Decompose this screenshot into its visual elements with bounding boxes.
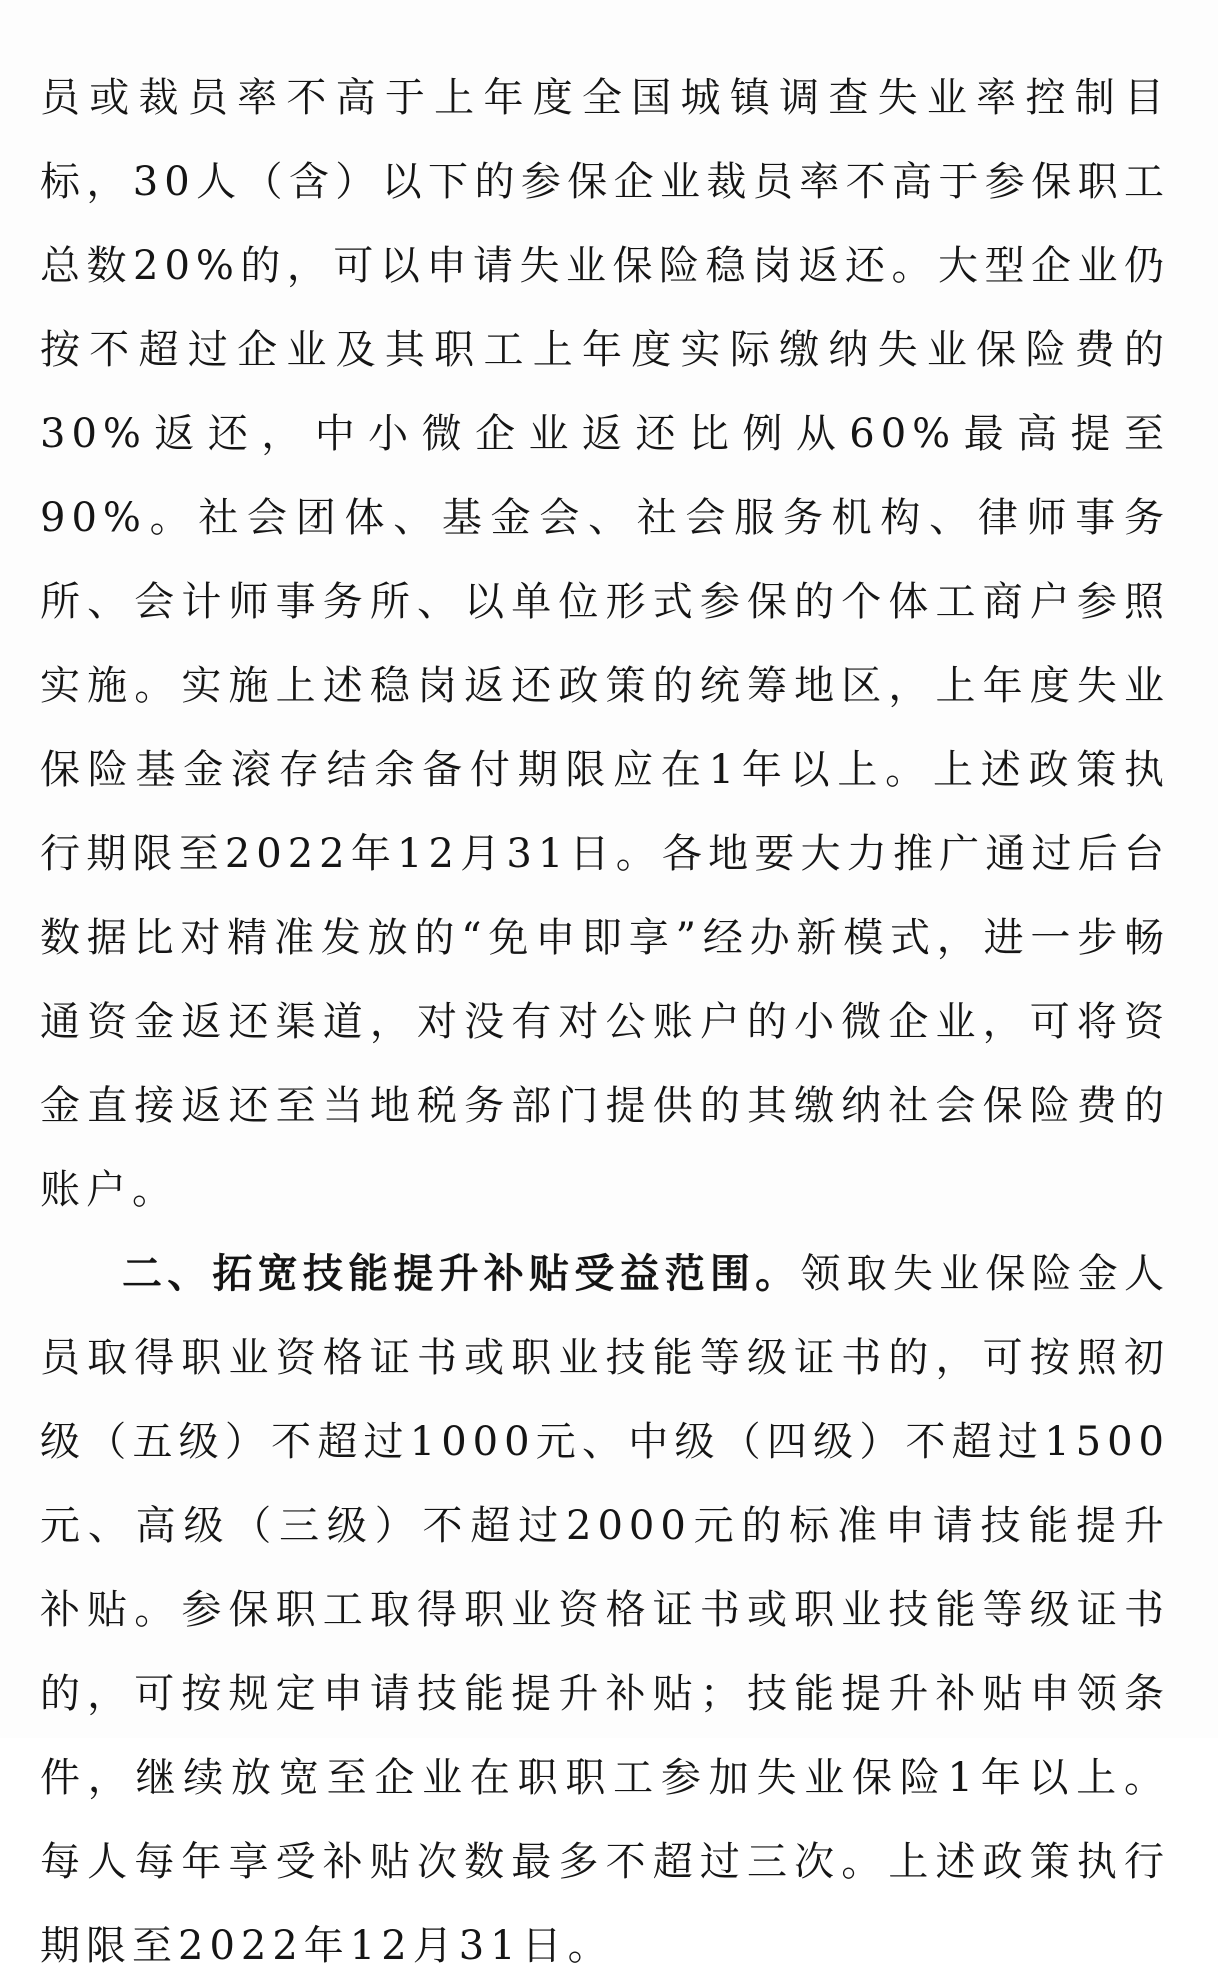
- document-body: [40, 56, 1170, 1988]
- section-heading-skill-subsidy: 二、拓宽技能提升补贴受益范围。: [122, 1251, 801, 1297]
- section-body-skill-subsidy: 领取失业保险金人员取得职业资格证书或职业技能等级证书的，可按照初级（五级）不超过1000元、中级（四级）不超过1500元、高级（三级）不超过2000元的标准申请技能提升补贴。参保职工取得职业资格证书或职业技能等级证书的，可按规定申请技能提升补贴；技能提升补贴申领条件，继续放宽至企业在职职工参加失业保险1年以上。每人每年享受补贴次数最多不超过三次。上述政策执行期限至2022年12月31日。: [40, 1251, 1171, 1969]
- paragraph-stable-employment-refund: 员或裁员率不高于上年度全国城镇调查失业率控制目标，30人（含）以下的参保企业裁员率不高于参保职工总数20%的，可以申请失业保险稳岗返还。大型企业仍按不超过企业及其职工上年度实际缴纳失业保险费的30%返还，中小微企业返还比例从60%最高提至90%。社会团体、基金会、社会服务机构、律师事务所、会计师事务所、以单位形式参保的个体工商户参照实施。实施上述稳岗返还政策的统筹地区，上年度失业保险基金滚存结余备付期限应在1年以上。上述政策执行期限至2022年12月31日。各地要大力推广通过后台数据比对精准发放的“免申即享”经办新模式，进一步畅通资金返还渠道，对没有对公账户的小微企业，可将资金直接返还至当地税务部门提供的其缴纳社会保险费的账户。: [40, 75, 1170, 1213]
- paragraph-skill-subsidy: [40, 1232, 1170, 1988]
